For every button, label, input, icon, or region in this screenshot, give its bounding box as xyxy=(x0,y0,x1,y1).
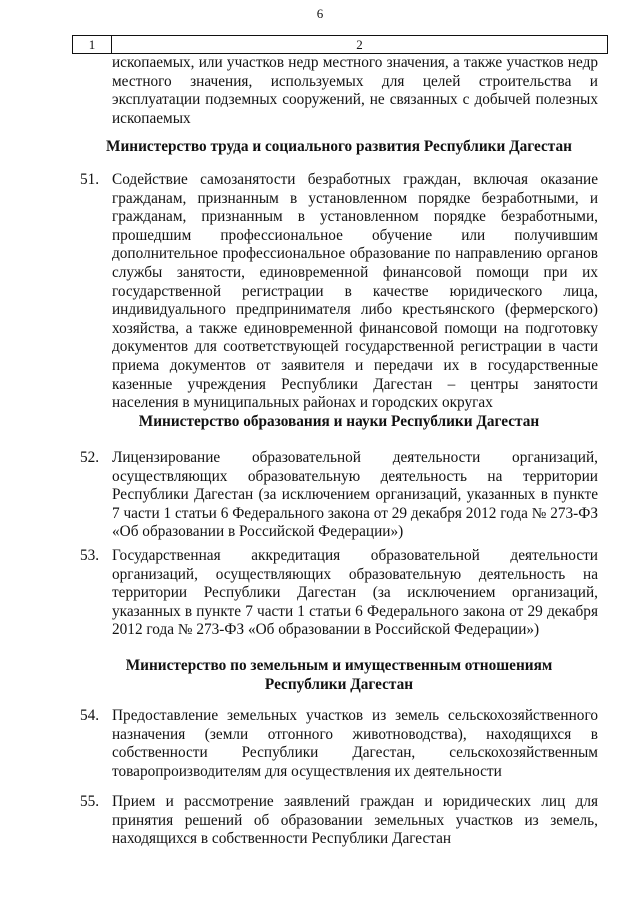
item-text-55: Прием и рассмотрение заявлений граждан и юридических лиц для принятия решений об образовании земельных участков из земель, находящихся в собственности Республики Дагестан xyxy=(112,793,598,848)
item-number-55: 55. xyxy=(80,793,100,810)
item-number-54: 54. xyxy=(80,707,100,724)
section-heading-labor-ministry: Министерство труда и социального развития Республики Дагестан xyxy=(106,138,572,155)
section-heading-education-ministry: Министерство образования и науки Республики Дагестан xyxy=(138,413,540,430)
continuation-text: ископаемых, или участков недр местного значения, а также участков недр местного значения, используемых для целей строительства и эксплуатации подземных сооружений, не связанных с добычей полезных ископаемых xyxy=(112,54,598,127)
table-column-header xyxy=(72,35,608,54)
column-1-label: 1 xyxy=(73,36,112,53)
section-heading-line-2: Республики Дагестан xyxy=(264,676,414,693)
item-number-53: 53. xyxy=(80,547,100,564)
page-number: 6 xyxy=(316,6,324,21)
column-2-label: 2 xyxy=(356,37,363,52)
item-number-52: 52. xyxy=(80,449,100,466)
item-text-54: Предоставление земельных участков из земель сельскохозяйственного назначения (земли отгонного животноводства), находящихся в собственности Республики Дагестан, сельскохозяйственным товаропроизводителям для осуществления их деятельности xyxy=(112,707,598,780)
item-text-51: Содействие самозанятости безработных граждан, включая оказание гражданам, признанным в установленном порядке безработными, и гражданам, признанным в установленном порядке безработными, прошедшим профессиональное обучение или получившим дополнительное профессиональное образование по направлению органов службы занятости, единовременной финансовой помощи при их государственной регистрации в качестве юридического лица, индивидуального предпринимателя либо крестьянского (фермерского) хозяйства, а также единовременной финансовой помощи на подготовку документов для соответствующей государственной регистрации в части приема документов от заявителя и передачи их в государственные казенные учреждения Республики Дагестан – центры занятости населения в муниципальных районах и городских округах xyxy=(112,171,598,412)
item-text-53: Государственная аккредитация образовательной деятельности организаций, осуществляющих образовательную деятельность на территории Республики Дагестан (за исключением организаций, указанных в пункте 7 части 1 статьи 6 Федерального закона от 29 декабря 2012 года № 273-ФЗ «Об образовании в Российской Федерации») xyxy=(112,547,598,639)
item-number-51: 51. xyxy=(80,171,100,188)
section-heading-land-ministry xyxy=(72,656,606,694)
section-heading-line-1: Министерство по земельным и имущественным отношениям xyxy=(125,657,553,674)
item-text-52: Лицензирование образовательной деятельности организаций, осуществляющих образовательную деятельность на территории Республики Дагестан (за исключением организаций, указанных в пункте 7 части 1 статьи 6 Федерального закона от 29 декабря 2012 года № 273-ФЗ «Об образовании в Российской Федерации») xyxy=(112,449,598,541)
